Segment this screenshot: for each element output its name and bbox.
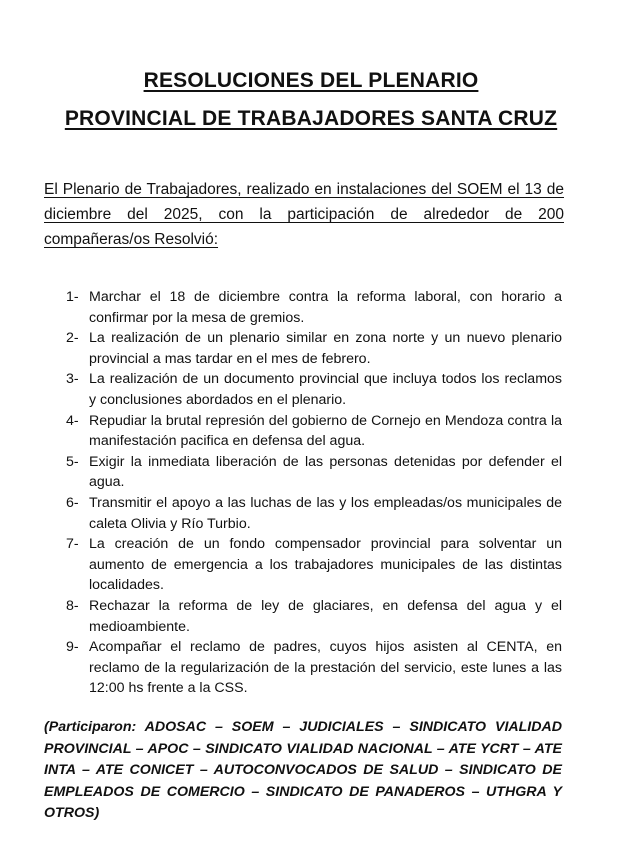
resolution-number: 6- xyxy=(66,494,79,511)
resolution-item xyxy=(66,328,562,369)
resolution-text: La realización de un plenario similar en zona norte y un nuevo plenario provincial a mas tardar en el mes de febrero. xyxy=(89,330,562,367)
resolution-item xyxy=(66,493,562,534)
participants-paragraph: (Participaron: ADOSAC – SOEM – JUDICIALES – SINDICATO VIALIDAD PROVINCIAL – APOC – SINDICATO VIALIDAD NACIONAL – ATE YCRT – ATE INTA – ATE CONICET – AUTOCONVOCADOS DE SALUD – SINDICATO DE EMPLEADOS DE COMERCIO – SINDICATO DE PANADEROS – UTHGRA Y OTROS) xyxy=(44,719,562,821)
resolution-number: 2- xyxy=(66,330,79,347)
document-title-line-2: PROVINCIAL DE TRABAJADORES SANTA CRUZ xyxy=(64,107,558,130)
resolution-number: 7- xyxy=(66,536,79,553)
resolution-number: 1- xyxy=(66,289,79,305)
resolution-item xyxy=(66,452,562,493)
resolution-item xyxy=(66,596,562,637)
resolution-text: Exigir la inmediata liberación de las personas detenidas por defender el agua. xyxy=(89,453,562,491)
resolution-text: La creación de un fondo compensador provincial para solventar un aumento de emergencia a los trabajadores municipales de las distintas localidades. xyxy=(89,536,562,594)
resolution-number: 3- xyxy=(66,371,79,388)
resolution-text: Repudiar la brutal represión del gobierno de Cornejo en Mendoza contra la manifestación pacifica en defensa del agua. xyxy=(89,412,562,450)
resolution-text: Marchar el 18 de diciembre contra la reforma laboral, con horario a confirmar por la mesa de gremios. xyxy=(89,289,562,326)
intro-paragraph: El Plenario de Trabajadores, realizado en instalaciones del SOEM el 13 de diciembre del 2025, con la participación de alrededor de 200 compañeras/os Resolvió: xyxy=(44,181,564,248)
resolution-item xyxy=(66,411,562,452)
resolution-number: 8- xyxy=(66,597,79,614)
resolution-number: 9- xyxy=(66,639,79,656)
resolution-item xyxy=(66,369,562,410)
resolution-text: Transmitir el apoyo a las luchas de las y los empleadas/os municipales de caleta Olivia y Río Turbio. xyxy=(89,494,562,532)
resolution-number: 4- xyxy=(66,412,79,429)
document-title-line-1: RESOLUCIONES DEL PLENARIO xyxy=(143,69,479,92)
resolution-text: La realización de un documento provincial que incluya todos los reclamos y conclusiones abordados en el plenario. xyxy=(89,371,562,408)
resolution-number: 5- xyxy=(66,453,79,470)
resolutions-list xyxy=(66,287,562,699)
resolution-text: Rechazar la reforma de ley de glaciares, en defensa del agua y el medioambiente. xyxy=(89,597,562,635)
resolution-text: Acompañar el reclamo de padres, cuyos hijos asisten al CENTA, en reclamo de la regularización de la prestación del servicio, este lunes a las 12:00 hs frente a la CSS. xyxy=(89,639,562,697)
resolution-item xyxy=(66,287,562,328)
resolution-item xyxy=(66,534,562,596)
resolution-item xyxy=(66,637,562,699)
